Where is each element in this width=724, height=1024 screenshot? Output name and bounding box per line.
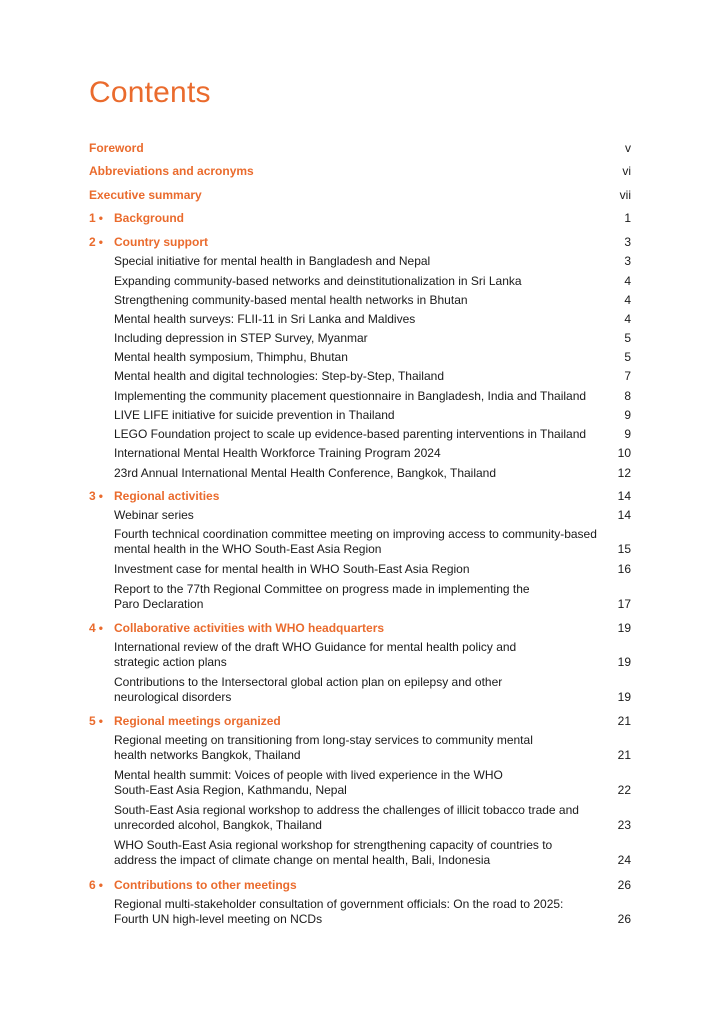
toc-subentry[interactable] xyxy=(114,562,631,577)
section-number xyxy=(89,714,103,729)
toc-page-number: 22 xyxy=(617,783,631,797)
section-number xyxy=(89,211,103,226)
toc-page-number: 23 xyxy=(617,818,631,832)
toc-subentry[interactable] xyxy=(114,350,631,365)
toc-page-number: 9 xyxy=(624,408,631,422)
toc-page-number: 17 xyxy=(617,597,631,611)
section-label: Contributions to other meetings xyxy=(114,878,297,892)
section-number-text: 5 xyxy=(89,714,96,728)
toc-subentry[interactable] xyxy=(114,768,631,798)
toc-subentry[interactable] xyxy=(114,274,631,289)
subentry-label: Regional multi-stakeholder consultation of government officials: On the road to 2025: xyxy=(114,897,564,911)
toc-subentry[interactable] xyxy=(114,427,631,442)
toc-page-number: 9 xyxy=(624,427,631,441)
toc-page-number: 19 xyxy=(617,655,631,669)
subentry-label: Investment case for mental health in WHO South-East Asia Region xyxy=(114,562,470,576)
toc-section-1[interactable] xyxy=(89,211,631,226)
toc-page-number: 1 xyxy=(624,211,631,225)
toc-page-number: 4 xyxy=(624,293,631,307)
bullet-icon: • xyxy=(98,878,103,892)
subentry-label-continued: Paro Declaration xyxy=(114,597,204,611)
subentry-label: Regional meeting on transitioning from long-stay services to community mental xyxy=(114,733,533,747)
subentry-label-continued: Fourth UN high-level meeting on NCDs xyxy=(114,912,323,926)
toc-page-number: 12 xyxy=(617,466,631,480)
toc-subentry[interactable] xyxy=(114,389,631,404)
subentry-label: 23rd Annual International Mental Health Conference, Bangkok, Thailand xyxy=(114,466,497,480)
toc-subentry[interactable] xyxy=(114,838,631,868)
toc-subentry[interactable] xyxy=(114,369,631,384)
toc-subentry[interactable] xyxy=(114,408,631,423)
toc-page-number: v xyxy=(625,141,631,155)
section-number-text: 1 xyxy=(89,211,96,225)
toc-subentry[interactable] xyxy=(114,466,631,481)
section-label: Regional activities xyxy=(114,489,220,503)
toc-page-number: vii xyxy=(619,188,631,202)
toc-page-number: 5 xyxy=(624,331,631,345)
bullet-icon: • xyxy=(98,235,103,249)
subentry-label: Webinar series xyxy=(114,508,194,522)
section-number xyxy=(89,621,103,636)
page-title: Contents xyxy=(89,76,211,109)
toc-page-number: 8 xyxy=(624,389,631,403)
toc-subentry[interactable] xyxy=(114,331,631,346)
section-label: Regional meetings organized xyxy=(114,714,281,728)
subentry-label-continued: mental health in the WHO South-East Asia Region xyxy=(114,542,382,556)
subentry-label: Mental health and digital technologies: Step-by-Step, Thailand xyxy=(114,369,444,383)
section-label: Collaborative activities with WHO headquarters xyxy=(114,621,385,635)
toc-page-number: 15 xyxy=(617,542,631,556)
toc-section-4[interactable] xyxy=(89,621,631,636)
section-label: Country support xyxy=(114,235,208,249)
toc-subentry[interactable] xyxy=(114,897,631,927)
toc-subentry[interactable] xyxy=(114,446,631,461)
subentry-label: Expanding community-based networks and deinstitutionalization in Sri Lanka xyxy=(114,274,522,288)
toc-subentry[interactable] xyxy=(114,312,631,327)
toc-page-number: 7 xyxy=(624,369,631,383)
subentry-label: International Mental Health Workforce Training Program 2024 xyxy=(114,446,441,460)
subentry-label-continued: address the impact of climate change on mental health, Bali, Indonesia xyxy=(114,853,491,867)
subentry-label-continued: health networks Bangkok, Thailand xyxy=(114,748,301,762)
subentry-label: Fourth technical coordination committee meeting on improving access to community-based xyxy=(114,527,597,541)
toc-page-number: 26 xyxy=(617,912,631,926)
section-number-text: 3 xyxy=(89,489,96,503)
toc-subentry[interactable] xyxy=(114,293,631,308)
toc-entry-abbreviations-and-acronyms[interactable] xyxy=(89,164,631,179)
subentry-label-continued: unrecorded alcohol, Bangkok, Thailand xyxy=(114,818,322,832)
subentry-label-continued: South-East Asia Region, Kathmandu, Nepal xyxy=(114,783,347,797)
subentry-label: Mental health surveys: FLII-11 in Sri Lanka and Maldives xyxy=(114,312,416,326)
toc-page-number: 24 xyxy=(617,853,631,867)
subentry-label: WHO South-East Asia regional workshop for strengthening capacity of countries to xyxy=(114,838,553,852)
subentry-label: Mental health summit: Voices of people with lived experience in the WHO xyxy=(114,768,503,782)
section-number-text: 4 xyxy=(89,621,96,635)
toc-entry-label: Executive summary xyxy=(89,188,202,202)
toc-section-3[interactable] xyxy=(89,489,631,504)
subentry-label: International review of the draft WHO Guidance for mental health policy and xyxy=(114,640,517,654)
subentry-label: Implementing the community placement questionnaire in Bangladesh, India and Thailand xyxy=(114,389,587,403)
toc-page-number: 10 xyxy=(617,446,631,460)
bullet-icon: • xyxy=(98,489,103,503)
bullet-icon: • xyxy=(98,714,103,728)
subentry-label: Contributions to the Intersectoral global action plan on epilepsy and other xyxy=(114,675,503,689)
subentry-label: LIVE LIFE initiative for suicide prevention in Thailand xyxy=(114,408,395,422)
toc-entry-executive-summary[interactable] xyxy=(89,188,631,203)
toc-page-number: 21 xyxy=(617,748,631,762)
toc-entry-label: Foreword xyxy=(89,141,144,155)
subentry-label: Special initiative for mental health in Bangladesh and Nepal xyxy=(114,254,431,268)
toc-page-number: 16 xyxy=(617,562,631,576)
section-number xyxy=(89,235,103,250)
subentry-label: LEGO Foundation project to scale up evidence-based parenting interventions in Thailand xyxy=(114,427,587,441)
toc-subentry[interactable] xyxy=(114,582,631,612)
section-number xyxy=(89,489,103,504)
toc-subentry[interactable] xyxy=(114,508,631,523)
toc-subentry[interactable] xyxy=(114,733,631,763)
toc-section-5[interactable] xyxy=(89,714,631,729)
bullet-icon: • xyxy=(98,211,103,225)
toc-subentry[interactable] xyxy=(114,640,631,670)
subentry-label-continued: neurological disorders xyxy=(114,690,232,704)
section-number-text: 6 xyxy=(89,878,96,892)
toc-page-number: 3 xyxy=(624,254,631,268)
subentry-label: South-East Asia regional workshop to address the challenges of illicit tobacco trade and xyxy=(114,803,579,817)
subentry-label: Report to the 77th Regional Committee on progress made in implementing the xyxy=(114,582,530,596)
toc-page-number: 14 xyxy=(617,489,631,503)
toc-entry-label: Abbreviations and acronyms xyxy=(89,164,254,178)
toc-section-2[interactable] xyxy=(89,235,631,250)
toc-subentry[interactable] xyxy=(114,527,631,557)
bullet-icon: • xyxy=(98,621,103,635)
toc-page-number: 21 xyxy=(617,714,631,728)
toc-page-number: 4 xyxy=(624,274,631,288)
toc-subentry[interactable] xyxy=(114,675,631,705)
subentry-label-continued: strategic action plans xyxy=(114,655,227,669)
toc-section-6[interactable] xyxy=(89,878,631,893)
toc-page-number: 4 xyxy=(624,312,631,326)
toc-page-number: vi xyxy=(622,164,631,178)
subentry-label: Mental health symposium, Thimphu, Bhutan xyxy=(114,350,348,364)
toc-page-number: 14 xyxy=(617,508,631,522)
toc-page-number: 19 xyxy=(617,690,631,704)
toc-subentry[interactable] xyxy=(114,254,631,269)
subentry-label: Including depression in STEP Survey, Myanmar xyxy=(114,331,368,345)
toc-entry-foreword[interactable] xyxy=(89,141,631,156)
subentry-label: Strengthening community-based mental health networks in Bhutan xyxy=(114,293,468,307)
toc-page-number: 3 xyxy=(624,235,631,249)
toc-subentry[interactable] xyxy=(114,803,631,833)
section-label: Background xyxy=(114,211,185,225)
toc-page-number: 19 xyxy=(617,621,631,635)
section-number xyxy=(89,878,103,893)
toc-page-number: 5 xyxy=(624,350,631,364)
section-number-text: 2 xyxy=(89,235,96,249)
toc-page-number: 26 xyxy=(617,878,631,892)
